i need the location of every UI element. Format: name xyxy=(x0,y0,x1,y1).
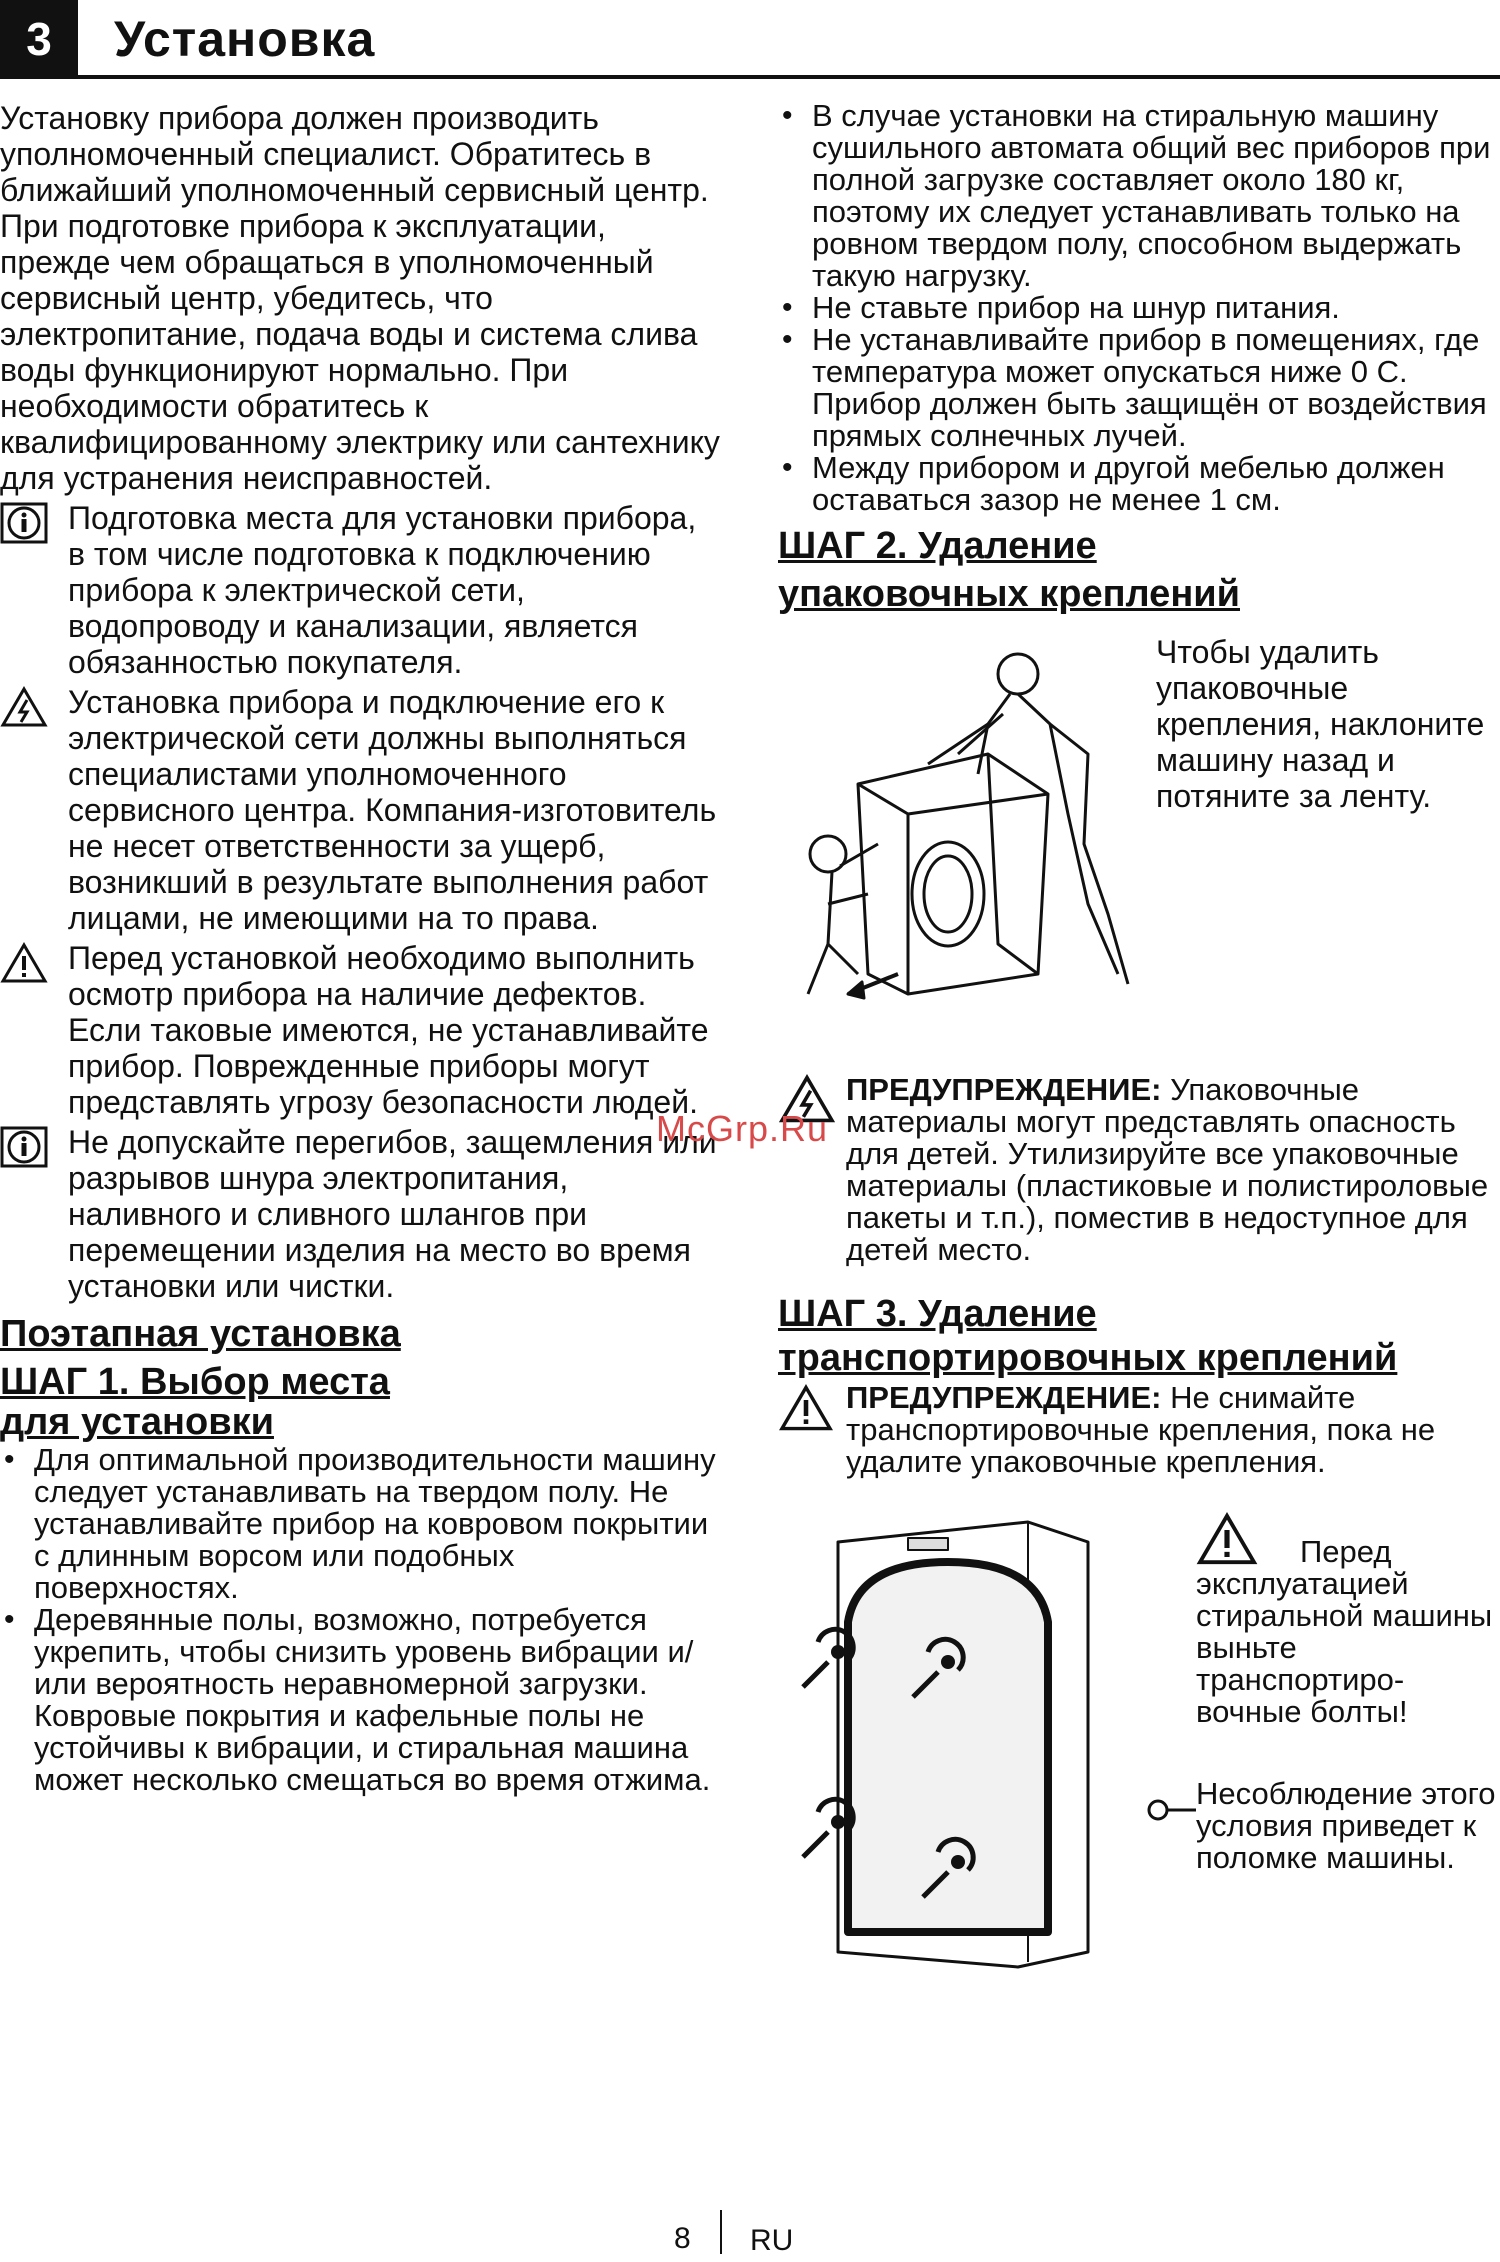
tilting-machine-illustration xyxy=(788,644,1148,1024)
section-title: Поэтапная установка xyxy=(0,1313,401,1355)
step3-caption-2-block xyxy=(1196,1778,1500,1874)
step2-title-line2: упаковочных креплений xyxy=(778,573,1240,615)
list-item: • В случае установки на стиральную машину сушильного автомата общий вес приборов при полной загрузке составляет около 180 кг, поэтому их следует устанавливать только на ровном твердом полу, способном выдержать такую нагрузку. xyxy=(778,100,1500,292)
right-bullet-list xyxy=(778,100,1500,516)
list-item: • Для оптимальной производительности машину следует устанавливать на твердом полу. Не устанавливайте прибор на ковровом покрытии с длинным ворсом или подобных поверхностях. xyxy=(0,1444,720,1604)
step2-warning-text: Упаковочные материалы могут представлять опасность для детей. Утилизируйте все упаковочные материалы (пластиковые и полистироловые пакеты и т.п.), поместив в недоступное для детей место. xyxy=(846,1072,1489,1267)
list-item: • Деревянные полы, возможно, потребуется укрепить, чтобы снизить уровень вибрации и/или вероятность неравномерной загрузки. Ковровые покрытия и кафельные полы не устойчивы к вибрации, и стиральная машина может несколько смещаться во время отжима. xyxy=(0,1604,720,1796)
step3-caption-2: Несоблюдение этого условия приведет к поломке машины. xyxy=(1196,1776,1496,1875)
step3-title-line2: транспортировочных креплений xyxy=(778,1337,1398,1379)
language-code: RU xyxy=(750,2224,794,2257)
info-icon xyxy=(0,502,48,544)
step1-title-line1: ШАГ 1. Выбор места xyxy=(0,1361,390,1403)
warning-icon xyxy=(0,942,48,984)
machine-back-illustration xyxy=(798,1512,1098,1972)
step3-warning xyxy=(778,1382,1500,1478)
wrench-icon xyxy=(1146,1796,1198,1824)
step3-warning-label: ПРЕДУПРЕЖДЕНИЕ: xyxy=(846,1380,1162,1415)
footer-divider xyxy=(720,2210,722,2254)
warning-note-text: Перед установкой необходимо выполнить осмотр прибора на наличие дефектов. Если таковые имеются, не устанавливайте прибор. Поврежденные приборы могут представлять угрозу безопасности людей. xyxy=(68,940,709,1120)
chapter-title: Установка xyxy=(114,11,376,67)
warning-icon xyxy=(778,1384,834,1432)
page-number: 8 xyxy=(674,2222,691,2255)
header-rule xyxy=(0,75,1500,79)
step1-bullet-list xyxy=(0,1444,720,1796)
step2-title-line1: ШАГ 2. Удаление xyxy=(778,525,1097,567)
electric-hazard-icon xyxy=(0,686,48,728)
step3-caption-1: Перед эксплуатацией стиральной машины выньте транспортиро-вочные болты! xyxy=(1196,1534,1493,1729)
step3-caption-1-block xyxy=(1196,1512,1500,1728)
chapter-header xyxy=(0,0,1500,80)
left-column xyxy=(0,100,720,1796)
step3-warning-text: Не снимайте транспортировочные крепления, пока не удалите упаковочные крепления. xyxy=(846,1380,1436,1479)
intro-paragraph: Установку прибора должен производить уполномоченный специалист. Обратитесь в ближайший уполномоченный сервисный центр. При подготовке прибора к эксплуатации, прежде чем обращаться в уполномоченный сервисный центр, убедитесь, что электропитание, подача воды и система слива воды функционируют нормально. При необходимости обратитесь к квалифицированному электрику или сантехнику для устранения неисправностей. xyxy=(0,100,720,496)
list-item: • Между прибором и другой мебелью должен оставаться зазор не менее 1 см. xyxy=(778,452,1500,516)
list-item: • Не устанавливайте прибор в помещениях, где температура может опускаться ниже 0 С. Прибор должен быть защищён от воздействия прямых солнечных лучей. xyxy=(778,324,1500,452)
step2-warning xyxy=(778,1074,1500,1266)
step1-title-line2: для установки xyxy=(0,1401,274,1443)
info-note-1 xyxy=(0,500,720,680)
warning-note xyxy=(0,940,720,1120)
info-icon xyxy=(0,1126,48,1168)
list-item: • Не ставьте прибор на шнур питания. xyxy=(778,292,1500,324)
chapter-number: 3 xyxy=(0,0,78,78)
step2-warning-label: ПРЕДУПРЕЖДЕНИЕ: xyxy=(846,1072,1162,1107)
info-note-2-text: Не допускайте перегибов, защемления или разрывов шнура электропитания, наливного и сливного шлангов при перемещении изделия на место во время установки или чистки. xyxy=(68,1124,717,1304)
step3-figure xyxy=(778,1512,1500,1982)
step2-caption: Чтобы удалить упаковочные крепления, наклоните машину назад и потяните за ленту. xyxy=(1156,634,1485,814)
step2-figure xyxy=(778,634,1500,1074)
right-column xyxy=(778,100,1500,1982)
watermark: McGrp.Ru xyxy=(656,1108,829,1149)
warning-icon xyxy=(1196,1512,1258,1566)
info-note-1-text: Подготовка места для установки прибора, в том числе подготовка к подключению прибора к электрической сети, водопроводу и канализации, является обязанностью покупателя. xyxy=(68,500,697,680)
step3-title-line1: ШАГ 3. Удаление xyxy=(778,1293,1097,1335)
electric-note-text: Установка прибора и подключение его к электрической сети должны выполняться специалистами уполномоченного сервисного центра. Компания-изготовитель не несет ответственности за ущерб, возникший в результате выполнения работ лицами, не имеющими на то права. xyxy=(68,684,717,936)
electric-note xyxy=(0,684,720,936)
info-note-2 xyxy=(0,1124,720,1304)
